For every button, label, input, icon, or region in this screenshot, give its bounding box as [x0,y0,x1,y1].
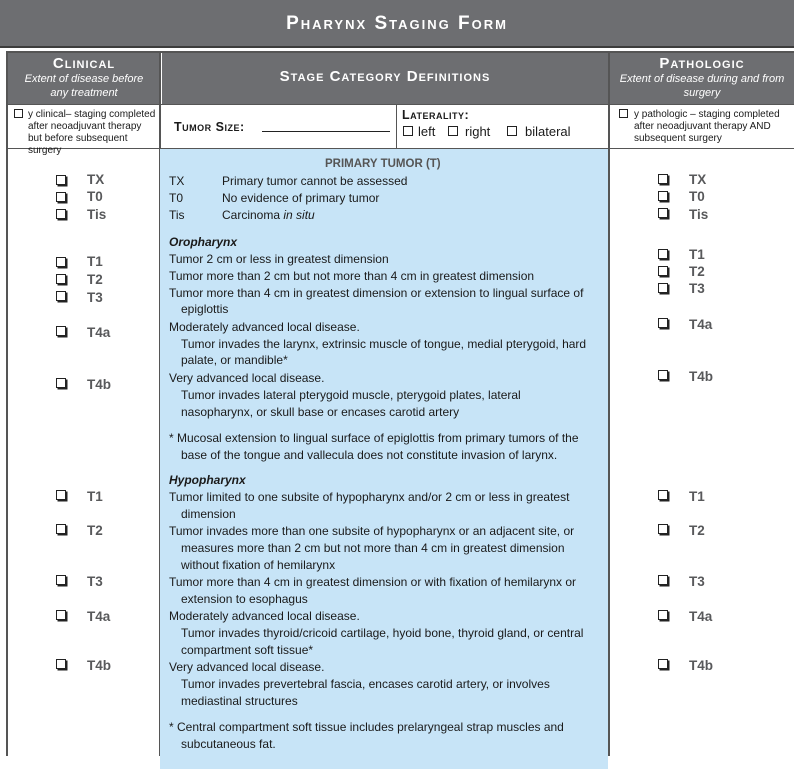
pathologic-tis-label: Tis [689,207,709,222]
pathologic-oro-t4b-checkbox[interactable] [658,370,668,380]
clinical-oro-t2-checkbox[interactable] [56,274,66,284]
y-clinical-label: y clinical– staging completed after neoadjuvant therapy but before subsequent surgery [28,109,156,156]
clinical-hypo-t4a-checkbox[interactable] [56,610,66,620]
laterality-label-text: Laterality: [402,108,470,122]
clinical-t0-label: T0 [87,189,103,204]
clinical-oro-t3-label: T3 [87,290,103,305]
hypo-line: Tumor invades thyroid/cricoid cartilage, hyoid bone, thyroid gland, or central [181,626,584,640]
hypo-line: measures more than 2 cm but not more than 4 cm in greatest dimension [181,541,565,555]
clinical-hypo-t2-checkbox[interactable] [56,524,66,534]
hypo-footnote: subcutaneous fat. [181,737,276,751]
clinical-title: Clinical [52,55,116,72]
pathologic-hypo-t3-label: T3 [689,574,705,589]
pathologic-title: Pathologic [659,55,745,72]
laterality-right-label: right [465,124,491,139]
pathologic-hypo-t1-checkbox[interactable] [658,490,668,500]
oro-line: Tumor 2 cm or less in greatest dimension [169,252,389,266]
clinical-hypo-t3-label: T3 [87,574,103,589]
clinical-hypo-t4a-label: T4a [87,609,111,624]
pathologic-oro-t4b-label: T4b [689,369,714,384]
def-text-tis-italic: in situ [283,208,315,222]
y-clinical-checkbox[interactable] [14,109,23,118]
clinical-tis-label: Tis [87,207,107,222]
clinical-hypo-t4b-checkbox[interactable] [56,659,66,669]
def-text-tis-main: Carcinoma [222,208,284,222]
hypo-line: extension to esophagus [181,592,308,606]
laterality-right-checkbox[interactable] [448,126,458,136]
pathologic-hypo-t4a-label: T4a [689,609,713,624]
def-text-tx: Primary tumor cannot be assessed [222,174,408,188]
hypo-line: compartment soft tissue* [181,643,314,657]
pathologic-t0-checkbox[interactable] [658,191,668,201]
hypopharynx-heading: Hypopharynx [169,473,246,487]
laterality-bilateral-checkbox[interactable] [507,126,517,136]
clinical-hypo-t3-checkbox[interactable] [56,575,66,585]
def-text-t0: No evidence of primary tumor [222,191,380,205]
pathologic-header [610,52,794,104]
clinical-tis-checkbox[interactable] [56,209,66,219]
pathologic-hypo-t3-checkbox[interactable] [658,575,668,585]
section-title: PRIMARY TUMOR (T) [325,158,441,170]
clinical-subtitle: Extent of disease before any treatment [24,73,144,99]
hypo-line: Very advanced local disease. [169,660,325,674]
clinical-oro-t4b-label: T4b [87,377,112,392]
hypo-line: Tumor invades prevertebral fascia, encases carotid artery, or involves [181,677,550,691]
outer-left-border [6,52,8,756]
clinical-oro-t4a-label: T4a [87,325,111,340]
laterality-label [402,108,469,122]
clinical-tx-checkbox[interactable] [56,175,66,185]
hypo-line: Tumor invades more than one subsite of hypopharynx or an adjacent site, or [169,524,575,538]
oro-line: nasopharynx, or skull base or encases carotid artery [181,405,460,419]
tumor-size-label [174,120,245,134]
clinical-t0-checkbox[interactable] [56,192,66,202]
pathologic-hypo-t1-label: T1 [689,489,705,504]
oro-line: epiglottis [181,302,229,316]
laterality-left-checkbox[interactable] [403,126,413,136]
clinical-oro-t1-label: T1 [87,254,103,269]
hypo-line: Tumor more than 4 cm in greatest dimension or with fixation of hemilarynx or [169,575,577,589]
tumor-size-label-text: Tumor Size: [174,120,245,134]
clinical-hypo-t1-checkbox[interactable] [56,490,66,500]
oro-footnote: base of the tongue and vallecula does not constitute invasion of larynx. [181,448,558,462]
oro-line: palate, or mandible* [181,353,288,367]
def-code-tx: TX [169,174,185,188]
pathologic-tis-checkbox[interactable] [658,208,668,218]
clinical-oro-t1-checkbox[interactable] [56,257,66,267]
pathologic-hypo-t4b-checkbox[interactable] [658,659,668,669]
y-pathologic-checkbox[interactable] [619,109,628,118]
oro-line: Tumor more than 2 cm but not more than 4 cm in greatest dimension [169,269,535,283]
pathologic-hypo-t2-label: T2 [689,523,705,538]
clinical-tx-label: TX [87,172,105,187]
pathologic-hypo-t4a-checkbox[interactable] [658,610,668,620]
hypo-line: dimension [181,507,236,521]
pathologic-oro-t4a-checkbox[interactable] [658,318,668,328]
def-text-tis [222,208,315,222]
clinical-oro-t4a-checkbox[interactable] [56,326,66,336]
pathologic-oro-t1-checkbox[interactable] [658,249,668,259]
divider-right [608,52,610,756]
laterality-divider [396,105,397,148]
pathologic-subtitle: Extent of disease during and from surgery [619,73,785,99]
hypo-footnote: * Central compartment soft tissue includes prelaryngeal strap muscles and [169,720,564,734]
pathologic-t0-label: T0 [689,189,705,204]
oro-line: Moderately advanced local disease. [169,320,360,334]
pathologic-hypo-t4b-label: T4b [689,658,714,673]
pathologic-oro-t3-checkbox[interactable] [658,283,668,293]
pathologic-tx-checkbox[interactable] [658,174,668,184]
header-bottom-line [6,104,794,105]
pathologic-oro-t3-label: T3 [689,281,705,296]
def-code-tis: Tis [169,208,185,222]
oro-line: Tumor invades lateral pterygoid muscle, pterygoid plates, lateral [181,388,521,402]
pathologic-hypo-t2-checkbox[interactable] [658,524,668,534]
oro-line: Tumor more than 4 cm in greatest dimension or extension to lingual surface of [169,286,584,300]
pathologic-oro-t4a-label: T4a [689,317,713,332]
pathologic-oro-t2-label: T2 [689,264,705,279]
hypo-line: mediastinal structures [181,694,298,708]
form-title: Pharynx Staging Form [286,13,508,34]
hypo-line: Tumor limited to one subsite of hypopharynx and/or 2 cm or less in greatest [169,490,570,504]
clinical-oro-t4b-checkbox[interactable] [56,378,66,388]
clinical-hypo-t4b-label: T4b [87,658,112,673]
tumor-size-input[interactable] [262,131,390,132]
laterality-bilateral-label: bilateral [525,124,571,139]
pathologic-tx-label: TX [689,172,707,187]
clinical-hypo-t2-label: T2 [87,523,103,538]
clinical-oro-t3-checkbox[interactable] [56,291,66,301]
pathologic-oro-t1-label: T1 [689,247,705,262]
definitions-header [162,52,608,104]
clinical-hypo-t1-label: T1 [87,489,103,504]
hypo-line: without fixation of hemilarynx [181,558,336,572]
oro-line: Very advanced local disease. [169,371,325,385]
definitions-title: Stage Category Definitions [279,68,491,85]
hypo-line: Moderately advanced local disease. [169,609,360,623]
clinical-oro-t2-label: T2 [87,272,103,287]
oropharynx-heading: Oropharynx [169,235,238,249]
outer-top-border [6,51,794,53]
laterality-left-label: left [418,124,436,139]
oro-footnote: * Mucosal extension to lingual surface of epiglottis from primary tumors of the [169,431,579,445]
def-code-t0: T0 [169,191,184,205]
y-pathologic-label: y pathologic – staging completed after neoadjuvant therapy AND subsequent surgery [634,109,780,144]
oro-line: Tumor invades the larynx, extrinsic muscle of tongue, medial pterygoid, hard [181,337,587,351]
pathologic-oro-t2-checkbox[interactable] [658,266,668,276]
clinical-header [8,52,160,104]
